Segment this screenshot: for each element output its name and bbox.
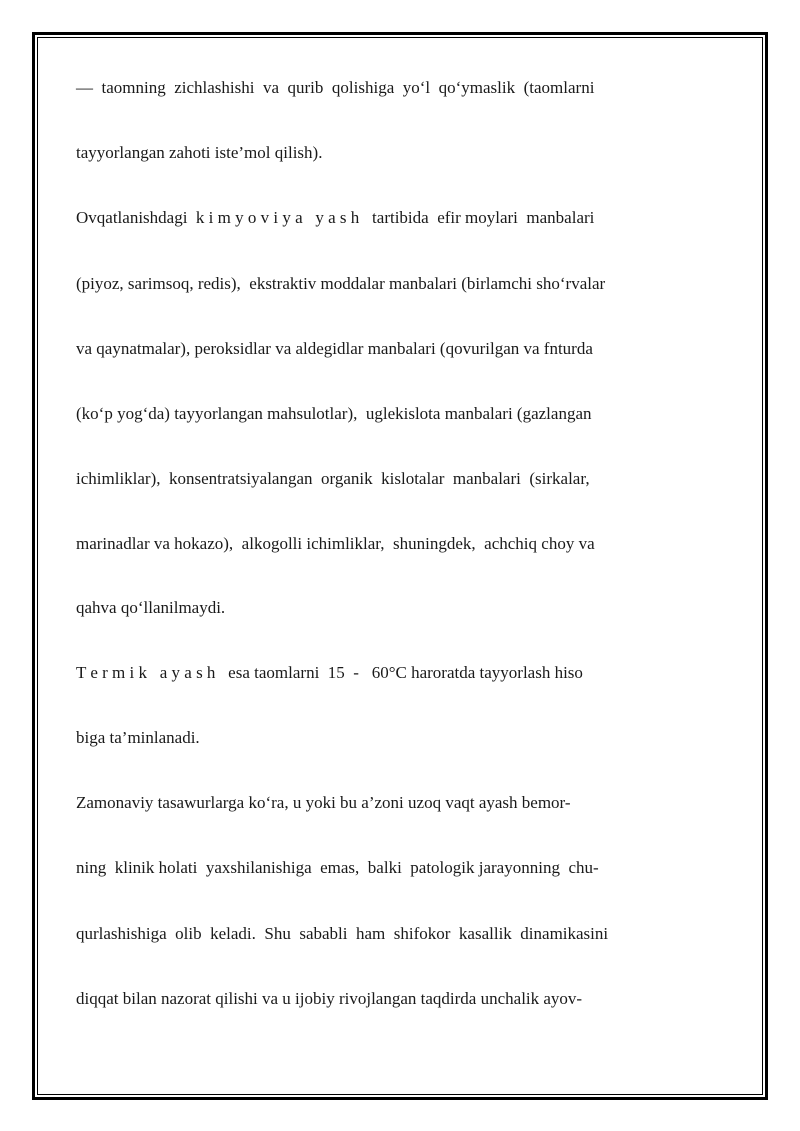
text-line: qahva qo‘llanilmaydi. [76, 598, 226, 617]
text-line: qurlashishiga olib keladi. Shu sababli ham shifokor kasallik dinamikasini [76, 924, 609, 943]
text-line: va qaynatmalar), peroksidlar va aldegidlar manbalari (qovurilgan va fnturda [76, 339, 593, 358]
text-line: tayyorlangan zahoti iste’mol qilish). [76, 143, 323, 162]
text-line: ning klinik holati yaxshilanishiga emas, balki patologik jarayonning chu- [76, 858, 599, 877]
text-line: — taomning zichlashishi va qurib qolishiga yo‘l qo‘ymaslik (taomlarni [76, 78, 595, 97]
text-line: diqqat bilan nazorat qilishi va u ijobiy rivojlangan taqdirda unchalik ayov- [76, 989, 583, 1008]
text-line: T e r m i k a y a s h esa taomlarni 15 - 60°C haroratda tayyorlash hiso [76, 663, 583, 682]
text-line: biga ta’minlanadi. [76, 728, 200, 747]
text-line: (piyoz, sarimsoq, redis), ekstraktiv moddalar manbalari (birlamchi sho‘rvalar [76, 274, 606, 293]
text-line: Zamonaviy tasawurlarga ko‘ra, u yoki bu a’zoni uzoq vaqt ayash bemor- [76, 793, 571, 812]
text-line: ichimliklar), konsentratsiyalangan organik kislotalar manbalari (sirkalar, [76, 469, 590, 488]
text-line: (ko‘p yog‘da) tayyorlangan mahsulotlar), uglekislota manbalari (gazlangan [76, 404, 592, 423]
text-line: Ovqatlanishdagi k i m y o v i y a y a s h tartibida efir moylari manbalari [76, 208, 595, 227]
text-line: marinadlar va hokazo), alkogolli ichimliklar, shuningdek, achchiq choy va [76, 534, 595, 553]
